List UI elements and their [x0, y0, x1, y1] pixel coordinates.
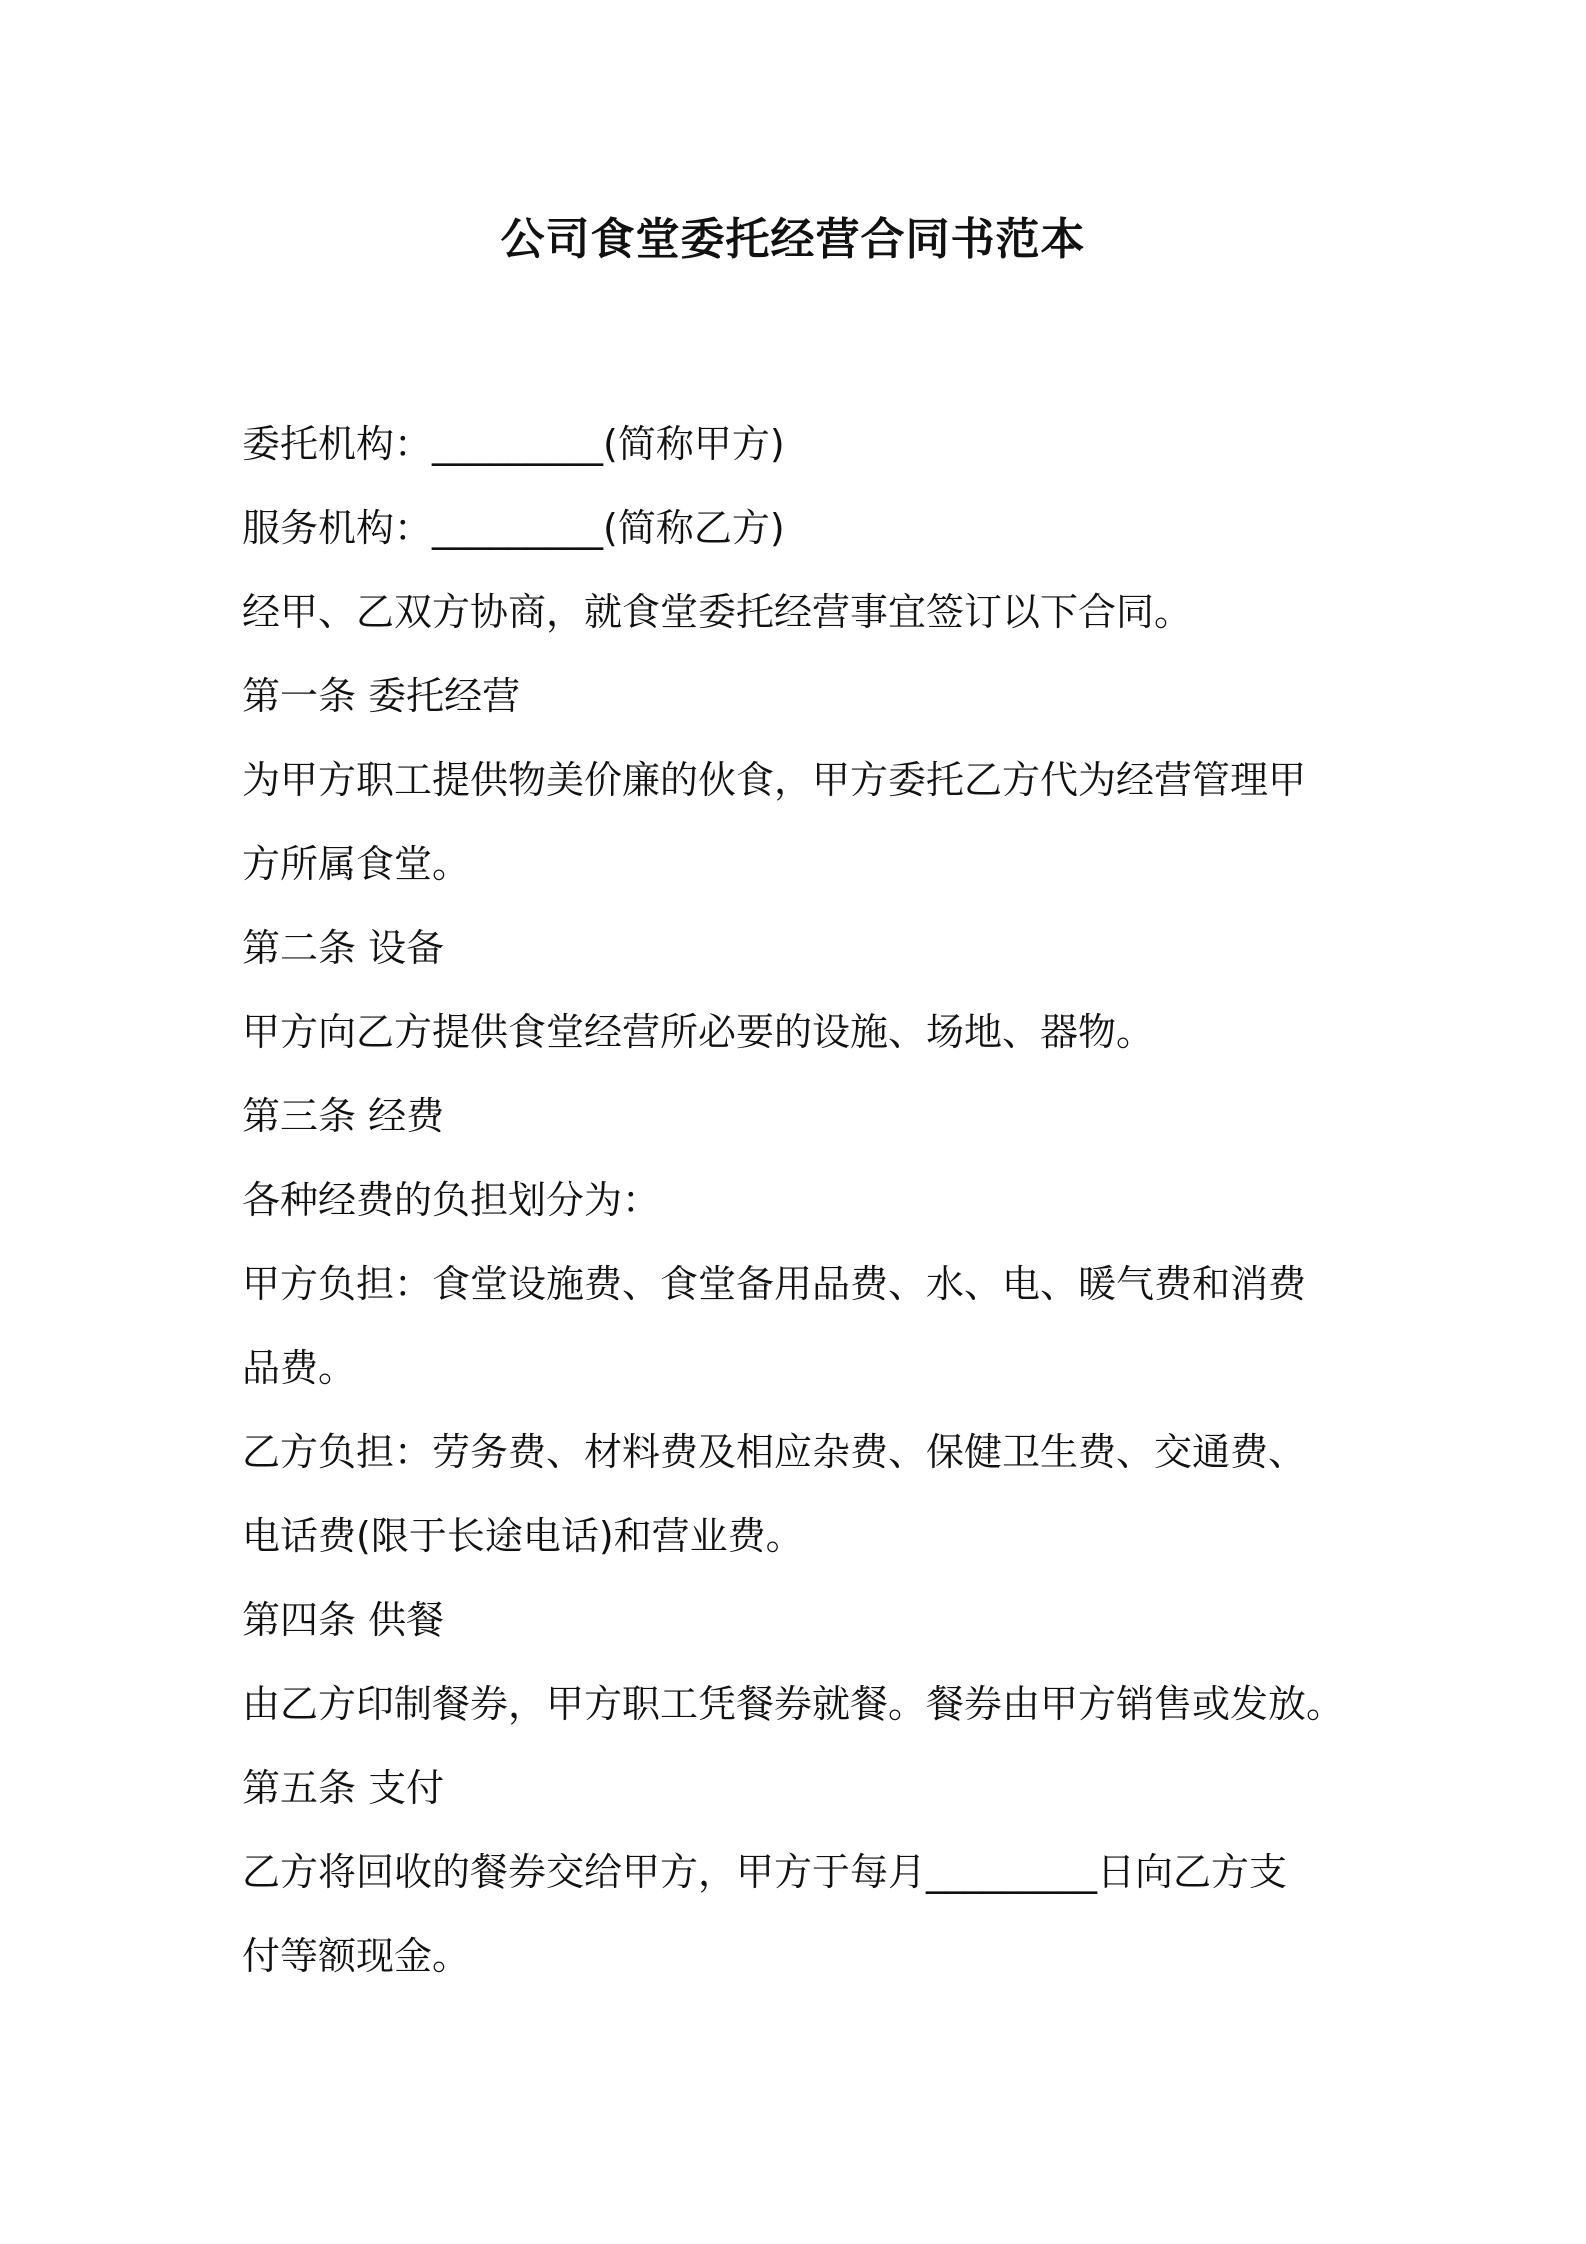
article-3-text: 电话费(限于长途电话)和营业费。: [242, 1514, 804, 1558]
article-3-text: 乙方负担：劳务费、材料费及相应杂费、保健卫生费、交通费、: [242, 1430, 1307, 1474]
document-title: 公司食堂委托经营合同书范本: [500, 214, 1086, 265]
article-3-text: 品费。: [242, 1346, 357, 1390]
article-5-text: 付等额现金。: [242, 1934, 471, 1978]
article-2-text: 甲方向乙方提供食堂经营所必要的设施、场地、器物。: [242, 1010, 1155, 1054]
service-party-line: 服务机构：_________(简称乙方): [242, 506, 785, 550]
article-1-text: 方所属食堂。: [242, 842, 471, 886]
article-3-heading: 第三条 经费: [242, 1094, 445, 1138]
client-party-line: 委托机构：_________(简称甲方): [242, 422, 785, 466]
article-3-text: 各种经费的负担划分为：: [242, 1178, 661, 1222]
preamble-line: 经甲、乙双方协商，就食堂委托经营事宜签订以下合同。: [242, 590, 1193, 634]
document-body: [242, 402, 1352, 1998]
article-2-heading: 第二条 设备: [242, 926, 445, 970]
article-5-heading: 第五条 支付: [242, 1766, 445, 1810]
article-3-text: 甲方负担：食堂设施费、食堂备用品费、水、电、暖气费和消费: [242, 1262, 1307, 1306]
article-1-heading: 第一条 委托经营: [242, 674, 521, 718]
article-1-text: 为甲方职工提供物美价廉的伙食，甲方委托乙方代为经营管理甲: [242, 758, 1307, 802]
article-4-text: 由乙方印制餐券，甲方职工凭餐券就餐。餐券由甲方销售或发放。: [242, 1682, 1345, 1726]
article-4-heading: 第四条 供餐: [242, 1598, 445, 1642]
article-5-text: 乙方将回收的餐券交给甲方，甲方于每月_________日向乙方支: [242, 1850, 1288, 1894]
